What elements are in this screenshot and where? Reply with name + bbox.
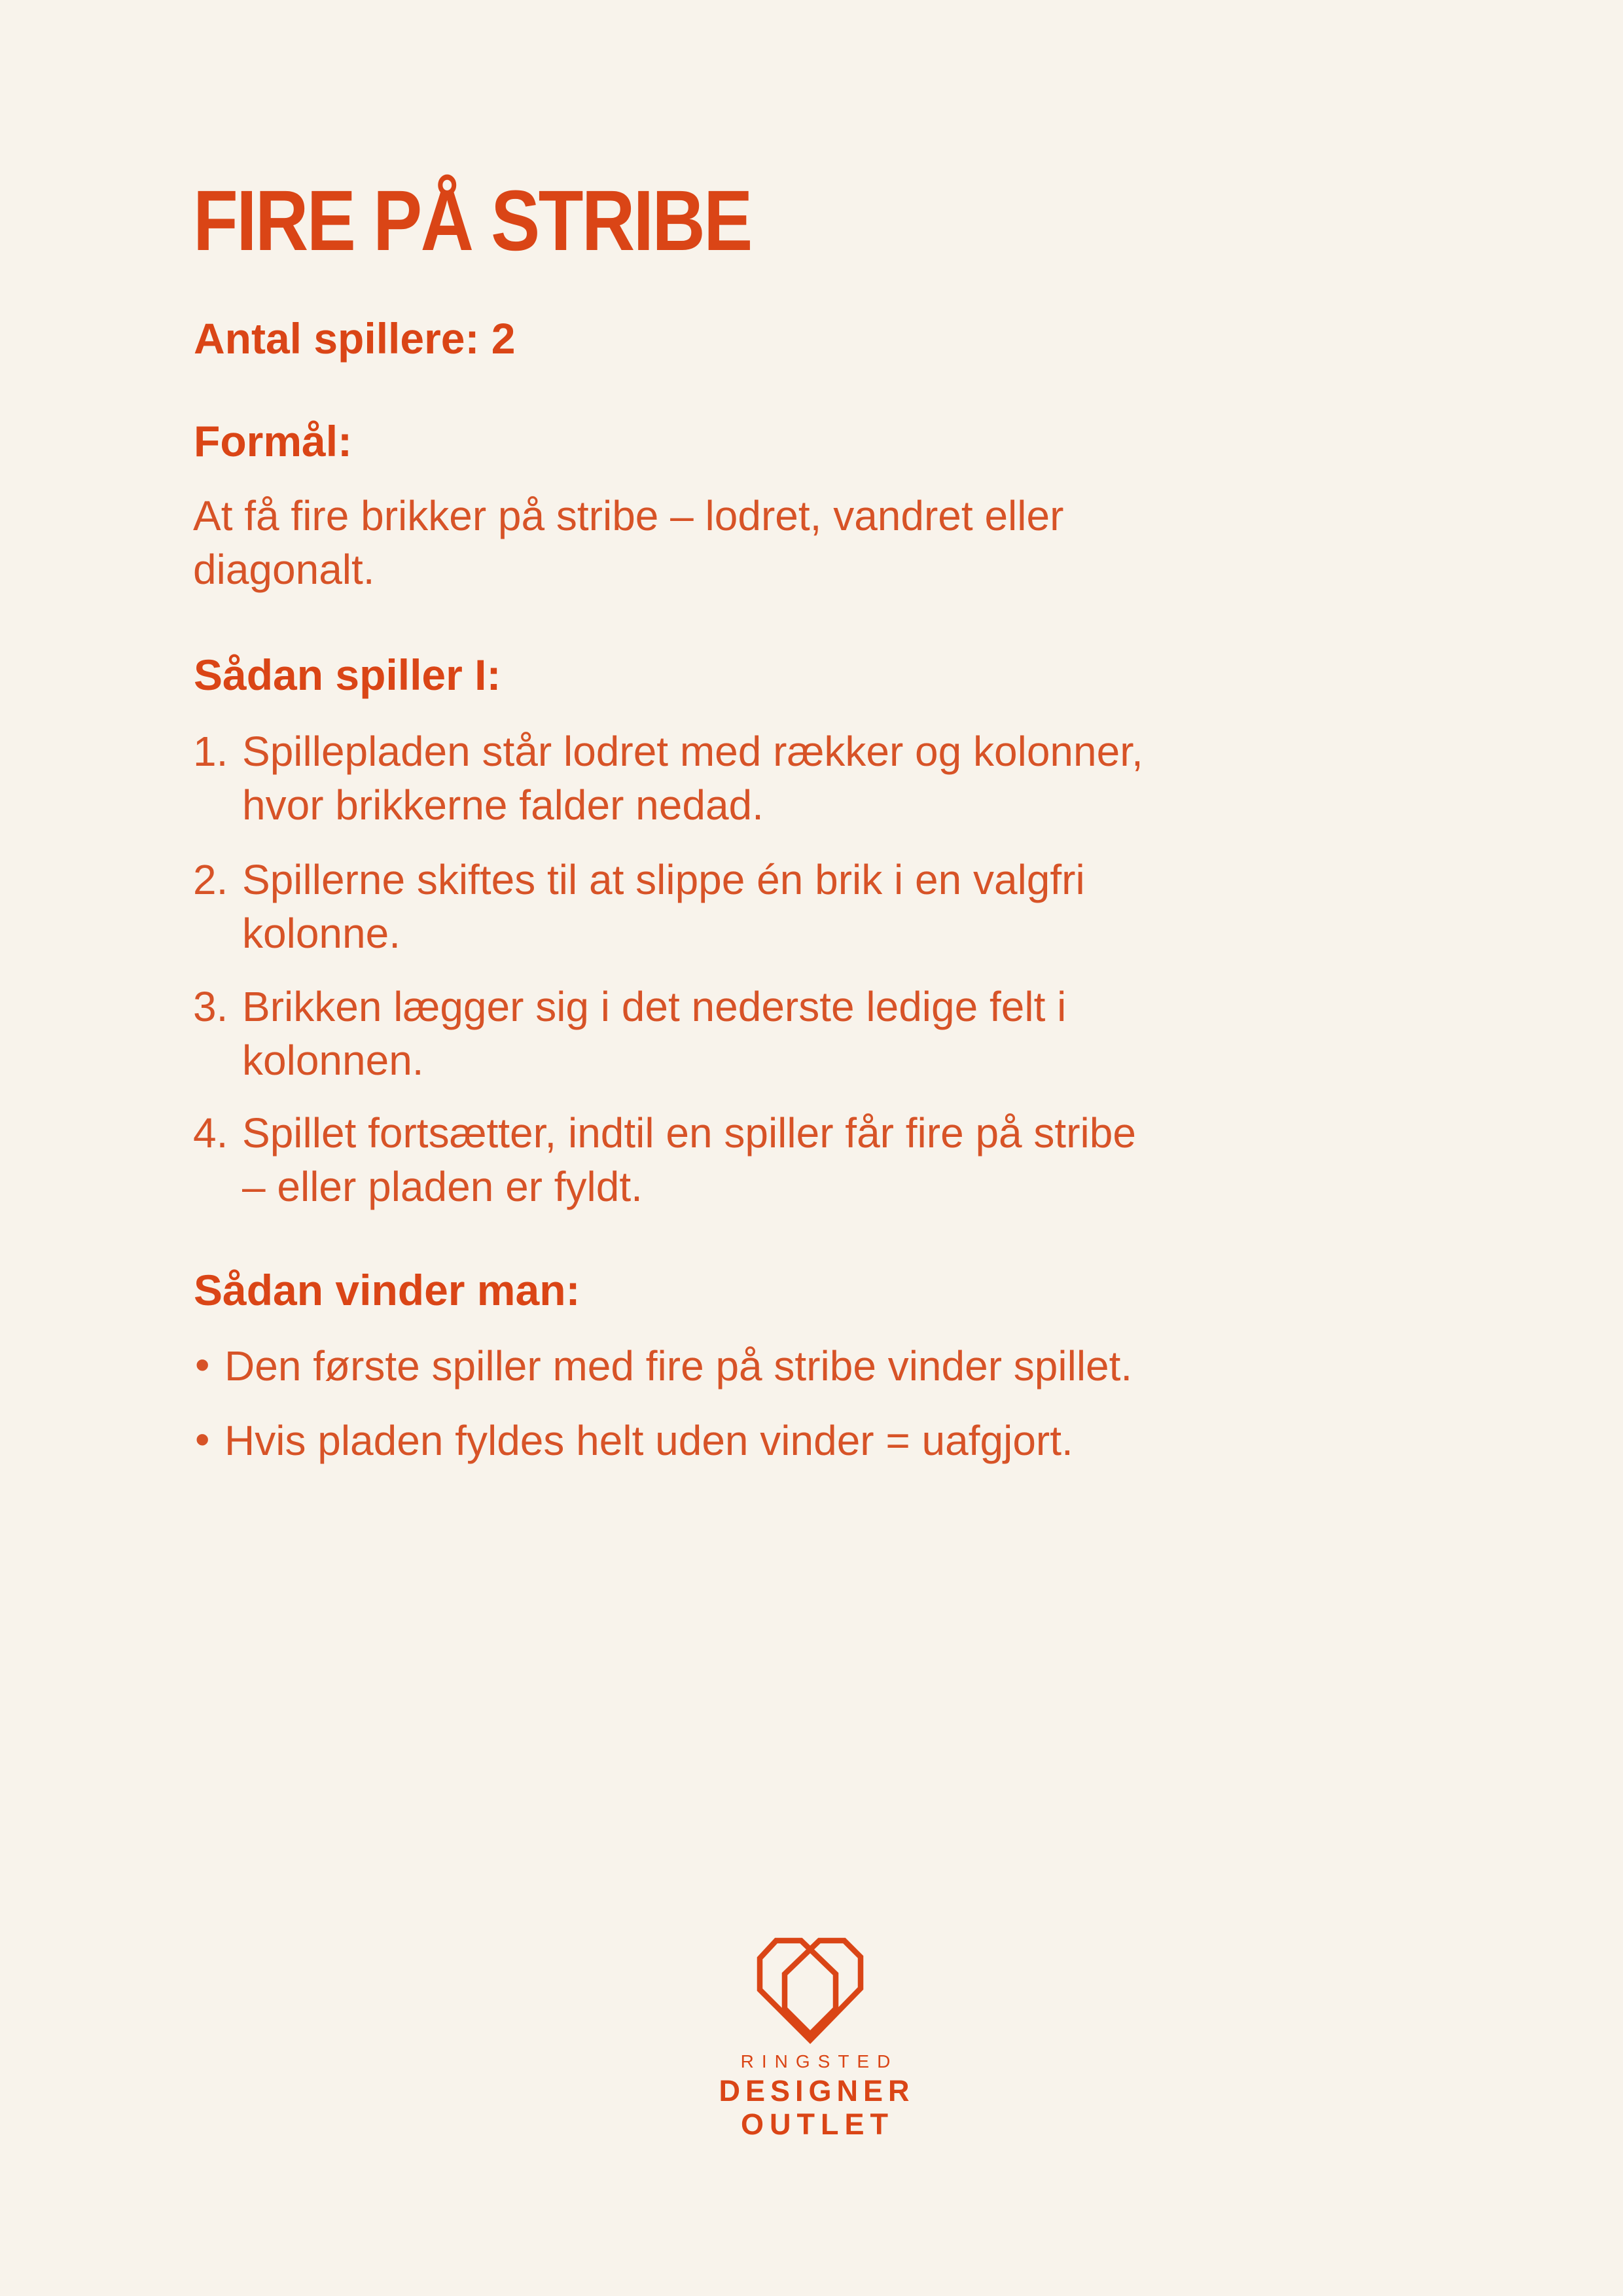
rule-number-3: 3.: [193, 983, 228, 1030]
rule-3-line-2: kolonnen.: [242, 1037, 424, 1084]
win-bullet-2: [193, 1414, 1073, 1467]
rule-3-line-1: Brikken lægger sig i det nederste ledige felt i: [242, 983, 1067, 1030]
rule-4-line-1: Spillet fortsætter, indtil en spiller får fire på stribe: [242, 1109, 1136, 1157]
bullet-dot: •: [195, 1341, 210, 1388]
page-title: FIRE PÅ STRIBE: [193, 172, 751, 268]
purpose-line-2: diagonalt.: [193, 546, 375, 593]
purpose-heading: Formål:: [194, 417, 353, 465]
rule-number-1: 1.: [193, 728, 228, 775]
purpose-line-1: At få fire brikker på stribe – lodret, vandret eller: [193, 492, 1064, 539]
win-bullet-1-text: Den første spiller med fire på stribe vinder spillet.: [224, 1342, 1133, 1390]
players-count-line: Antal spillere: 2: [194, 314, 516, 363]
rule-2-line-2: kolonne.: [242, 910, 401, 957]
rule-item-1: [193, 725, 1143, 832]
rule-number-2: 2.: [193, 856, 228, 903]
rule-2-line-1: Spillerne skiftes til at slippe én brik i en valgfri: [242, 856, 1085, 903]
rule-1-line-2: hvor brikkerne falder nedad.: [242, 781, 764, 829]
how-to-win-heading: Sådan vinder man:: [194, 1266, 580, 1314]
logo-text-ringsted: RINGSTED: [740, 2051, 899, 2072]
logo-text-outlet: OUTLET: [741, 2108, 894, 2141]
win-bullet-2-text: Hvis pladen fyldes helt uden vinder = uafgjort.: [224, 1417, 1073, 1464]
rule-item-4: [193, 1106, 1136, 1213]
logo-text-designer: DESIGNER: [719, 2074, 915, 2108]
rule-1-line-1: Spillepladen står lodret med rækker og kolonner,: [242, 728, 1143, 775]
heart-logo-icon: [754, 1935, 866, 2045]
rule-number-4: 4.: [193, 1109, 228, 1157]
win-bullet-1: [193, 1339, 1132, 1393]
rule-item-3: [193, 980, 1066, 1087]
rule-4-line-2: – eller pladen er fyldt.: [242, 1163, 643, 1210]
bullet-dot: •: [195, 1416, 210, 1463]
rule-item-2: [193, 853, 1085, 960]
how-to-play-heading: Sådan spiller I:: [194, 651, 501, 699]
purpose-text: [193, 489, 1063, 596]
